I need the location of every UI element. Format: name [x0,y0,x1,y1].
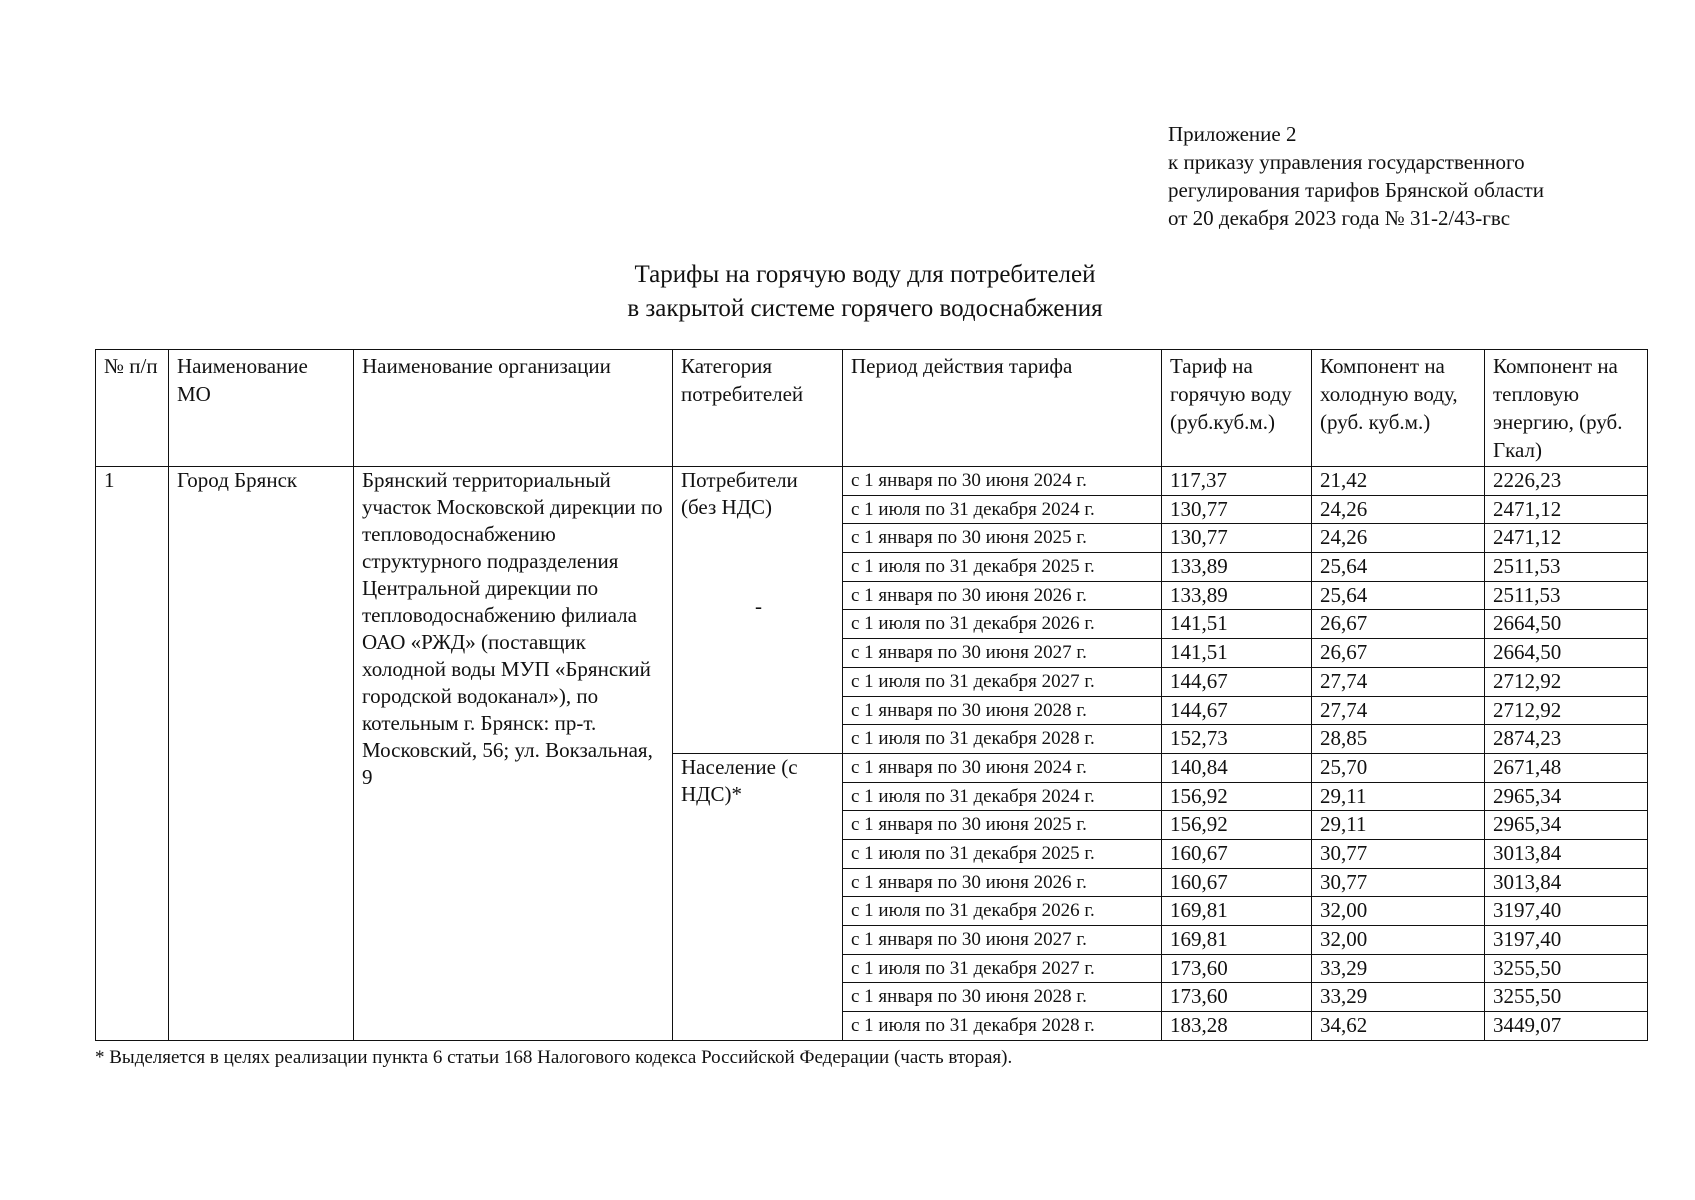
cold-water-component: 33,29 [1312,983,1485,1012]
cold-water-component: 27,74 [1312,696,1485,725]
heat-energy-component: 2712,92 [1485,696,1648,725]
heat-energy-component: 2965,34 [1485,782,1648,811]
document-title [560,258,1170,326]
cold-water-component: 25,64 [1312,553,1485,582]
cold-water-component: 25,64 [1312,581,1485,610]
tariff-value: 173,60 [1162,954,1312,983]
heat-energy-component: 3013,84 [1485,839,1648,868]
municipality-name: Город Брянск [169,467,354,1041]
consumer-category-label: Потребители (без НДС) [681,468,798,519]
heat-energy-component: 2471,12 [1485,495,1648,524]
header-cold-water: Компонент на холодную воду, (руб. куб.м.) [1312,350,1485,467]
heat-energy-component: 3197,40 [1485,926,1648,955]
tariff-value: 169,81 [1162,897,1312,926]
header-category: Категория потребителей [673,350,843,467]
heat-energy-component: 2471,12 [1485,524,1648,553]
cold-water-component: 24,26 [1312,495,1485,524]
tariff-value: 133,89 [1162,581,1312,610]
tariff-period: с 1 января по 30 июня 2028 г. [843,696,1162,725]
heat-energy-component: 2511,53 [1485,553,1648,582]
tariff-value: 141,51 [1162,639,1312,668]
tariff-value: 152,73 [1162,725,1312,754]
heat-energy-component: 2874,23 [1485,725,1648,754]
cold-water-component: 32,00 [1312,926,1485,955]
consumer-category [673,467,843,754]
heat-energy-component: 3255,50 [1485,954,1648,983]
header-period: Период действия тарифа [843,350,1162,467]
tariff-period: с 1 июля по 31 декабря 2027 г. [843,667,1162,696]
header-mo: Наименование МО [169,350,354,467]
tariff-period: с 1 июля по 31 декабря 2024 г. [843,782,1162,811]
tariff-period: с 1 января по 30 июня 2026 г. [843,868,1162,897]
tariff-period: с 1 января по 30 июня 2027 г. [843,639,1162,668]
tariff-period: с 1 января по 30 июня 2027 г. [843,926,1162,955]
tariff-value: 160,67 [1162,839,1312,868]
category-dash-mark: - [755,594,762,618]
tariffs-table [95,349,1648,1041]
cold-water-component: 21,42 [1312,467,1485,496]
tariff-value: 156,92 [1162,811,1312,840]
consumer-category-label: Население (с НДС)* [681,754,798,806]
organization-name: Брянский территориальный участок Московской дирекции по тепловодоснабжению структурного подразделения Центральной дирекции по тепловодоснабжению филиала ОАО «РЖД» (поставщик холодной воды МУП «Брянский городской водоканал»), по котельным г. Брянск: пр-т. Московский, 56; ул. Вокзальная, 9 [354,467,673,1041]
header-heat-energy: Компонент на тепловую энергию, (руб. Гкал) [1485,350,1648,467]
heat-energy-component: 2664,50 [1485,610,1648,639]
tariff-period: с 1 июля по 31 декабря 2025 г. [843,553,1162,582]
tariff-period: с 1 июля по 31 декабря 2024 г. [843,495,1162,524]
footnote: * Выделяется в целях реализации пункта 6 статьи 168 Налогового кодекса Российской Федерации (часть вторая). [95,1047,1013,1068]
cold-water-component: 28,85 [1312,725,1485,754]
tariff-period: с 1 января по 30 июня 2025 г. [843,524,1162,553]
heat-energy-component: 2511,53 [1485,581,1648,610]
tariff-value: 130,77 [1162,524,1312,553]
header-organization: Наименование организации [354,350,673,467]
tariff-period: с 1 января по 30 июня 2024 г. [843,467,1162,496]
cold-water-component: 26,67 [1312,610,1485,639]
tariff-period: с 1 января по 30 июня 2026 г. [843,581,1162,610]
tariff-period: с 1 января по 30 июня 2025 г. [843,811,1162,840]
cold-water-component: 26,67 [1312,639,1485,668]
tariff-period: с 1 июля по 31 декабря 2028 г. [843,1012,1162,1041]
cold-water-component: 29,11 [1312,811,1485,840]
tariff-value: 144,67 [1162,696,1312,725]
cold-water-component: 25,70 [1312,753,1485,782]
cold-water-component: 33,29 [1312,954,1485,983]
title-line-1: Тарифы на горячую воду для потребителей [634,261,1096,288]
heat-energy-component: 2712,92 [1485,667,1648,696]
cold-water-component: 32,00 [1312,897,1485,926]
heat-energy-component: 3255,50 [1485,983,1648,1012]
tariff-value: 117,37 [1162,467,1312,496]
heat-energy-component: 2671,48 [1485,753,1648,782]
cold-water-component: 30,77 [1312,868,1485,897]
consumer-category [673,753,843,1040]
appendix-reference: Приложение 2 к приказу управления государственного регулирования тарифов Брянской области от 20 декабря 2023 года № 31-2/43-гвс [1168,122,1544,230]
tariff-period: с 1 июля по 31 декабря 2027 г. [843,954,1162,983]
tariff-period: с 1 июля по 31 декабря 2026 г. [843,610,1162,639]
tariff-period: с 1 января по 30 июня 2024 г. [843,753,1162,782]
tariff-value: 156,92 [1162,782,1312,811]
header-num: № п/п [96,350,169,467]
cold-water-component: 24,26 [1312,524,1485,553]
tariff-value: 173,60 [1162,983,1312,1012]
tariff-value: 130,77 [1162,495,1312,524]
tariff-period: с 1 января по 30 июня 2028 г. [843,983,1162,1012]
tariff-value: 133,89 [1162,553,1312,582]
tariff-value: 140,84 [1162,753,1312,782]
heat-energy-component: 2965,34 [1485,811,1648,840]
tariff-value: 141,51 [1162,610,1312,639]
cold-water-component: 30,77 [1312,839,1485,868]
header-tariff: Тариф на горячую воду (руб.куб.м.) [1162,350,1312,467]
cold-water-component: 29,11 [1312,782,1485,811]
table-header-row [96,350,1648,467]
tariff-value: 169,81 [1162,926,1312,955]
heat-energy-component: 3013,84 [1485,868,1648,897]
tariff-period: с 1 июля по 31 декабря 2026 г. [843,897,1162,926]
heat-energy-component: 3197,40 [1485,897,1648,926]
table-row [96,467,1648,496]
entry-number: 1 [96,467,169,1041]
tariff-value: 183,28 [1162,1012,1312,1041]
heat-energy-component: 2664,50 [1485,639,1648,668]
cold-water-component: 27,74 [1312,667,1485,696]
cold-water-component: 34,62 [1312,1012,1485,1041]
tariff-period: с 1 июля по 31 декабря 2025 г. [843,839,1162,868]
heat-energy-component: 2226,23 [1485,467,1648,496]
tariff-value: 144,67 [1162,667,1312,696]
title-line-2: в закрытой системе горячего водоснабжения [627,295,1103,322]
tariff-value: 160,67 [1162,868,1312,897]
heat-energy-component: 3449,07 [1485,1012,1648,1041]
tariff-period: с 1 июля по 31 декабря 2028 г. [843,725,1162,754]
